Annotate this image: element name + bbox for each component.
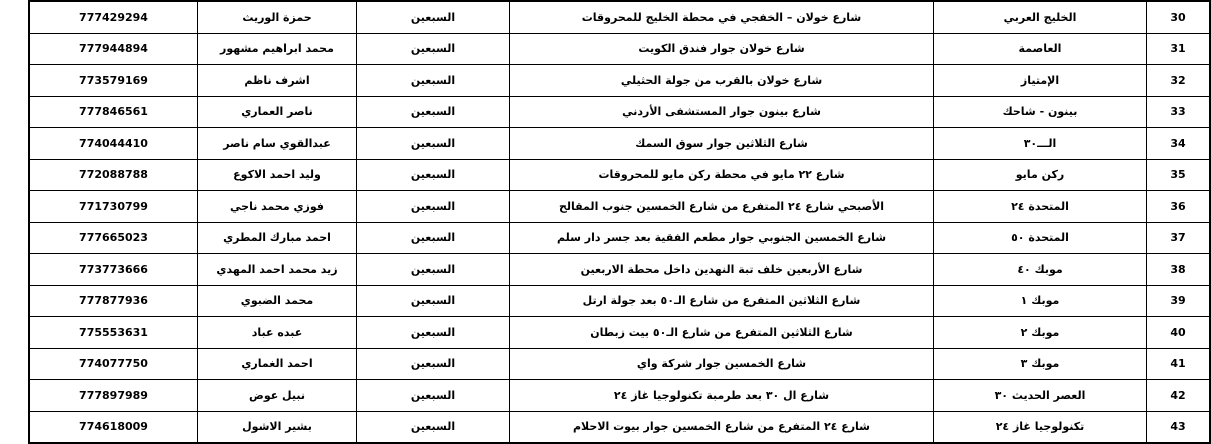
station-address: شارع الثلاثين جوار سوق السمك (510, 128, 934, 160)
table-row (29, 317, 1210, 349)
phone-number: 772088788 (29, 159, 198, 191)
station-address: شارع ال ٣٠ بعد طرمبة تكنولوجيا غاز ٢٤ (510, 380, 934, 412)
station-district: السبعين (357, 159, 510, 191)
owner-name: محمد ابراهيم مشهور (198, 33, 357, 65)
station-district: السبعين (357, 65, 510, 97)
row-number: 43 (1147, 411, 1211, 443)
table-row (29, 191, 1210, 223)
station-name: المتحدة ٥٠ (934, 222, 1147, 254)
row-number: 30 (1147, 1, 1211, 33)
phone-number: 775553631 (29, 317, 198, 349)
row-number: 31 (1147, 33, 1211, 65)
phone-number: 774044410 (29, 128, 198, 160)
station-district: السبعين (357, 411, 510, 443)
station-district: السبعين (357, 128, 510, 160)
phone-number: 774077750 (29, 348, 198, 380)
table-row (29, 65, 1210, 97)
table-row (29, 285, 1210, 317)
station-district: السبعين (357, 254, 510, 286)
station-name: المتحدة ٢٤ (934, 191, 1147, 223)
station-name: موبك ٢ (934, 317, 1147, 349)
station-name: تكنولوجيا غاز ٢٤ (934, 411, 1147, 443)
phone-number: 771730799 (29, 191, 198, 223)
station-name: موبك ١ (934, 285, 1147, 317)
station-address: شارع بينون جوار المستشفى الأردني (510, 96, 934, 128)
station-name: بينون - شاحك (934, 96, 1147, 128)
row-number: 36 (1147, 191, 1211, 223)
row-number: 32 (1147, 65, 1211, 97)
station-district: السبعين (357, 191, 510, 223)
station-address: شارع الثلاثين المتفرع من شارع الـ٥٠ بيت زبطان (510, 317, 934, 349)
table-row (29, 33, 1210, 65)
station-address: شارع الثلاثين المتفرع من شارع الـ٥٠ بعد جولة ارتل (510, 285, 934, 317)
station-name: العاصمة (934, 33, 1147, 65)
row-number: 41 (1147, 348, 1211, 380)
owner-name: بشير الاشول (198, 411, 357, 443)
station-district: السبعين (357, 96, 510, 128)
station-address: شارع الأربعين خلف تبة النهدين داخل محطة الاربعين (510, 254, 934, 286)
row-number: 37 (1147, 222, 1211, 254)
phone-number: 777429294 (29, 1, 198, 33)
table-row (29, 159, 1210, 191)
phone-number: 773773666 (29, 254, 198, 286)
owner-name: احمد الغماري (198, 348, 357, 380)
station-address: شارع خولان – الخفجي في محطة الخليج للمحروقات (510, 1, 934, 33)
stations-table-body (29, 1, 1210, 443)
phone-number: 777944894 (29, 33, 198, 65)
station-name: الإمتياز (934, 65, 1147, 97)
station-address: شارع ٢٤ المتفرع من شارع الخمسين جوار بيوت الاحلام (510, 411, 934, 443)
table-row (29, 128, 1210, 160)
station-district: السبعين (357, 1, 510, 33)
row-number: 42 (1147, 380, 1211, 412)
table-row (29, 411, 1210, 443)
station-address: شارع ٢٢ مايو في محطة ركن مايو للمحروقات (510, 159, 934, 191)
owner-name: احمد مبارك المطري (198, 222, 357, 254)
station-district: السبعين (357, 33, 510, 65)
phone-number: 774618009 (29, 411, 198, 443)
station-name: الخليج العربي (934, 1, 1147, 33)
station-address: شارع الخمسين الجنوبي جوار مطعم الفقية بعد جسر دار سلم (510, 222, 934, 254)
owner-name: ناصر العماري (198, 96, 357, 128)
owner-name: فوزي محمد ناجي (198, 191, 357, 223)
row-number: 39 (1147, 285, 1211, 317)
phone-number: 777665023 (29, 222, 198, 254)
station-district: السبعين (357, 222, 510, 254)
owner-name: اشرف ناظم (198, 65, 357, 97)
station-address: شارع خولان جوار فندق الكويت (510, 33, 934, 65)
station-name: الـــ٣٠ (934, 128, 1147, 160)
station-district: السبعين (357, 285, 510, 317)
phone-number: 777897989 (29, 380, 198, 412)
table-row (29, 348, 1210, 380)
owner-name: نبيل عوض (198, 380, 357, 412)
row-number: 40 (1147, 317, 1211, 349)
row-number: 38 (1147, 254, 1211, 286)
station-address: الأصبحي شارع ٢٤ المتفرع من شارع الخمسين جنوب المقالح (510, 191, 934, 223)
station-address: شارع الخمسين جوار شركة واي (510, 348, 934, 380)
phone-number: 777846561 (29, 96, 198, 128)
station-name: العصر الحديث ٣٠ (934, 380, 1147, 412)
row-number: 33 (1147, 96, 1211, 128)
station-name: موبك ٣ (934, 348, 1147, 380)
table-row (29, 96, 1210, 128)
station-address: شارع خولان بالقرب من جولة الحثيلي (510, 65, 934, 97)
table-row (29, 254, 1210, 286)
table-row (29, 1, 1210, 33)
row-number: 34 (1147, 128, 1211, 160)
owner-name: حمزة الوريث (198, 1, 357, 33)
owner-name: محمد الضبوي (198, 285, 357, 317)
table-row (29, 380, 1210, 412)
phone-number: 777877936 (29, 285, 198, 317)
station-district: السبعين (357, 317, 510, 349)
station-district: السبعين (357, 348, 510, 380)
table-row (29, 222, 1210, 254)
stations-table (28, 0, 1211, 444)
station-name: موبك ٤٠ (934, 254, 1147, 286)
station-district: السبعين (357, 380, 510, 412)
owner-name: زيد محمد احمد المهدي (198, 254, 357, 286)
owner-name: وليد احمد الاكوع (198, 159, 357, 191)
row-number: 35 (1147, 159, 1211, 191)
station-name: ركن مايو (934, 159, 1147, 191)
owner-name: عبدالقوي سام ناصر (198, 128, 357, 160)
phone-number: 773579169 (29, 65, 198, 97)
owner-name: عبده عباد (198, 317, 357, 349)
